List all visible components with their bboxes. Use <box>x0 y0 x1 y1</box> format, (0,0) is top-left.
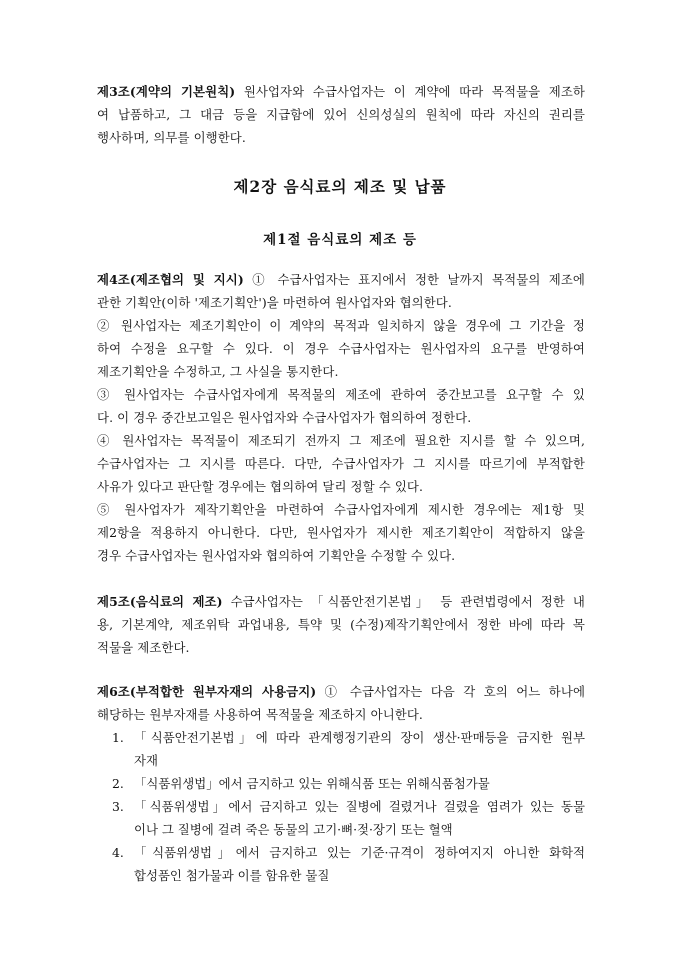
article-4: 제4조(제조협의 및 지시) ① 수급사업자는 표지에서 정한 날까지 목적물의 제조에 관한 기획안(이하 '제조기획안')을 마련하여 원사업자와 협의한다. ② 원사업자는 제조기획안이 이 계약의 목적과 일치하지 않을 경우에 그 기간을 정 하여 수정을 요구할 수 있다. 이 경우 수급사업자는 원사업자의 요구를 반영하여 제조기획안을 수정하고, 그 사실을 통지한다. ③ 원사업자는 수급사업자에게 목적물의 제조에 관하여 중간보고를 요구할 수 있 다. 이 경우 중간보고일은 원사업자와 수급사업자가 협의하여 정한다. ④ 원사업자는 목적물이 제조되기 전까지 그 제조에 필요한 지시를 할 수 있으며, 수급사업자는 그 지시를 따른다. 다만, 수급사업자가 그 지시를 따르기에 부적합한 사유가 있다고 판단할 경우에는 협의하여 달리 정할 수 있다. ⑤ 원사업자가 제작기획안을 마련하여 수급사업자에게 제시한 경우에는 제1항 및 제2항을 적용하지 아니한다. 다만, 원사업자가 제시한 제조기획안이 적합하지 않을 경우 수급사업자는 원사업자와 협의하여 기획안을 수정할 수 있다. <box>97 272 585 563</box>
article-6: 제6조(부적합한 원부자재의 사용금지) ① 수급사업자는 다음 각 호의 어느 하나에 해당하는 원부자재를 사용하여 목적물을 제조하지 아니한다. <box>97 684 586 722</box>
article-3-title: 제3조(계약의 기본원칙) <box>97 84 236 99</box>
chapter-title: 제2장 음식료의 제조 및 납품 <box>233 177 447 196</box>
document-page: 제3조(계약의 기본원칙) 원사업자와 수급사업자는 이 계약에 따라 목적물을 제조하 여 납품하고, 그 대금 등을 지급함에 있어 신의성실의 원칙에 따라 자신의 권리를 행사하며, 의무를 이행한다. 제2장 음식료의 제조 및 납품 제1절 음식료의 제조 등 제4조(제조협의 및 지시) ① 수급사업자는 표지에서 정한 날까지 목적물의 제조에 관한 기획안(이하 '제조기획안')을 마련하여 원사업자와 협의한다. ② 원사업자는 제조기획안이 이 계약의 목적과 일치하지 않을 경우에 그 기간을 정 하여 수정을 요구할 수 있다. 이 경우 수급사업자는 원사업자의 요구를 반영하여 제조기획안을 수정하고, 그 사실을 통지한다. ③ 원사업자는 수급사업자에게 목적물의 제조에 관하여 중간보고를 요구할 수 있 다. 이 경우 중간보고일은 원사업자와 수급사업자가 협의하여 정한다. ④ 원사업자는 목적물이 제조되기 전까지 그 제조에 필요한 지시를 할 수 있으며, 수급사업자는 그 지시를 따른다. 다만, 수급사업자가 그 지시를 따르기에 부적합한 사유가 있다고 판단할 경우에는 협의하여 달리 정할 수 있다. ⑤ 원사업자가 제작기획안을 마련하여 수급사업자에게 제시한 경우에는 제1항 및 제2항을 적용하지 아니한다. 다만, 원사업자가 제시한 제조기획안이 적합하지 않을 경우 수급사업자는 원사업자와 협의하여 기획안을 수정할 수 있다. 제5조(음식료의 제조) 수급사업자는 「식품안전기본법」 등 관련법령에서 정한 내 용, 기본계약, 제조위탁 과업내용, 특약 및 (수정)제작기획안에서 정한 바에 따라 목 적물을 제조한다. 제6조(부적합한 원부자재의 사용금지) ① 수급사업자는 다음 각 호의 어느 하나에 해당하는 원부자재를 사용하여 목적물을 제조하지 아니한다. 1. 「식품안전기본법」에 따라 관계행정기관의 장이 생산·판매등을 금지한 원부 자재 2. 「식품위생법」에서 금지하고 있는 위해식품 또는 위해식품첨가물 3. 「식품위생법」에서 금지하고 있는 질병에 걸렸거나 걸렸을 염려가 있는 동물 이나 그 질병에 걸려 죽은 동물의 고기·뼈·젖·장기 또는 혈액 4. 「식품위생법」에서 금지하고 있는 기준·규격이 정하여지지 아니한 화학적 합성품인 첨가물과 이를 함유한 물질 <box>0 0 680 962</box>
article-5: 제5조(음식료의 제조) 수급사업자는 「식품안전기본법」 등 관련법령에서 정한 내 용, 기본계약, 제조위탁 과업내용, 특약 및 (수정)제작기획안에서 정한 바에 따라 목 적물을 제조한다. <box>97 594 585 655</box>
article-4-title: 제4조(제조협의 및 지시) <box>97 272 244 287</box>
article-6-title: 제6조(부적합한 원부자재의 사용금지) <box>97 684 317 699</box>
article-3: 제3조(계약의 기본원칙) 원사업자와 수급사업자는 이 계약에 따라 목적물을 제조하 여 납품하고, 그 대금 등을 지급함에 있어 신의성실의 원칙에 따라 자신의 권리를 행사하며, 의무를 이행한다. <box>97 84 585 145</box>
section-title: 제1절 음식료의 제조 등 <box>263 232 417 248</box>
article-5-title: 제5조(음식료의 제조) <box>97 594 223 609</box>
